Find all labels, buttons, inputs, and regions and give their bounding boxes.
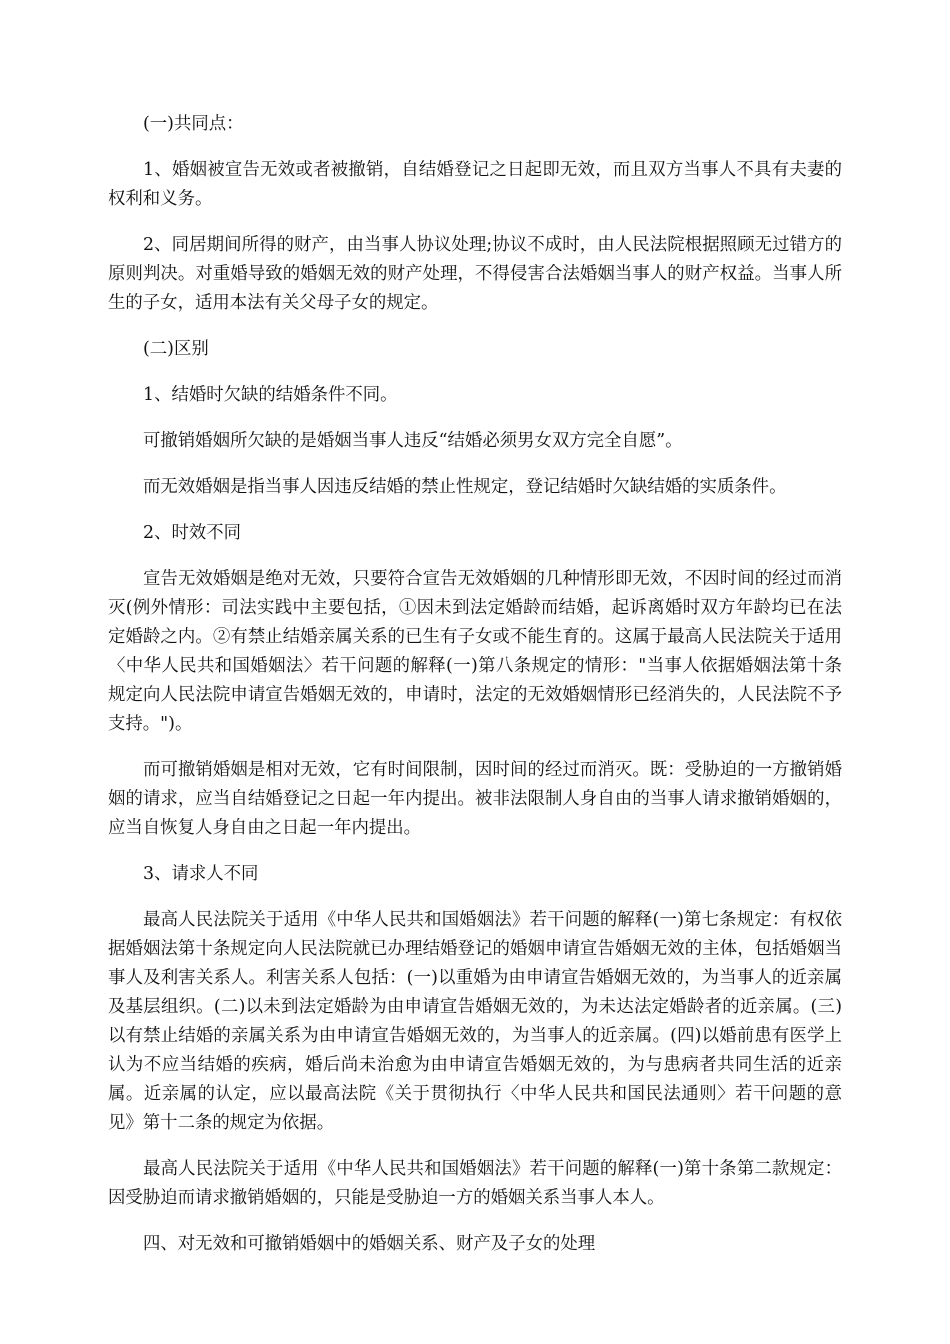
subheading: 2、时效不同 bbox=[143, 523, 242, 543]
section-heading-common-points: (一)共同点： bbox=[143, 114, 244, 134]
document-body bbox=[108, 110, 842, 1276]
paragraph: 最高人民法院关于适用《中华人民共和国婚姻法》若干问题的解释(一)第十条第二款规定：因受胁迫而请求撤销婚姻的，只能是受胁迫一方的婚姻关系当事人本人。 bbox=[108, 1159, 842, 1208]
paragraph: 而可撤销婚姻是相对无效，它有时间限制，因时间的经过而消灭。既：受胁迫的一方撤销婚姻的请求，应当自结婚登记之日起一年内提出。被非法限制人身自由的当事人请求撤销婚姻的，应当自恢复人身自由之日起一年内提出。 bbox=[108, 760, 842, 838]
subheading: 3、请求人不同 bbox=[143, 864, 259, 884]
paragraph: 而无效婚姻是指当事人因违反结婚的禁止性规定，登记结婚时欠缺结婚的实质条件。 bbox=[143, 477, 787, 497]
paragraph: 1、婚姻被宣告无效或者被撤销，自结婚登记之日起即无效，而且双方当事人不具有夫妻的权利和义务。 bbox=[108, 160, 842, 209]
paragraph: 2、同居期间所得的财产，由当事人协议处理;协议不成时，由人民法院根据照顾无过错方的原则判决。对重婚导致的婚姻无效的财产处理，不得侵害合法婚姻当事人的财产权益。当事人所生的子女，适用本法有关父母子女的规定。 bbox=[108, 235, 842, 313]
section-heading-handling: 四、对无效和可撤销婚姻中的婚姻关系、财产及子女的处理 bbox=[143, 1234, 596, 1254]
section-heading-differences: (二)区别 bbox=[143, 339, 209, 359]
subheading: 1、结婚时欠缺的结婚条件不同。 bbox=[143, 385, 398, 405]
paragraph: 最高人民法院关于适用《中华人民共和国婚姻法》若干问题的解释(一)第七条规定：有权依据婚姻法第十条规定向人民法院就已办理结婚登记的婚姻申请宣告婚姻无效的主体，包括婚姻当事人及利害关系人。利害关系人包括：(一)以重婚为由申请宣告婚姻无效的，为当事人的近亲属及基层组织。(二)以未到法定婚龄为由申请宣告婚姻无效的，为未达法定婚龄者的近亲属。(三)以有禁止结婚的亲属关系为由申请宣告婚姻无效的，为当事人的近亲属。(四)以婚前患有医学上认为不应当结婚的疾病，婚后尚未治愈为由申请宣告婚姻无效的，为与患病者共同生活的近亲属。近亲属的认定，应以最高法院《关于贯彻执行〈中华人民共和国民法通则〉若干问题的意见》第十二条的规定为依据。 bbox=[108, 910, 842, 1133]
paragraph: 宣告无效婚姻是绝对无效，只要符合宣告无效婚姻的几种情形即无效，不因时间的经过而消灭(例外情形：司法实践中主要包括，①因未到法定婚龄而结婚，起诉离婚时双方年龄均已在法定婚龄之内。②有禁止结婚亲属关系的已生有子女或不能生育的。这属于最高人民法院关于适用〈中华人民共和国婚姻法〉若干问题的解释(一)第八条规定的情形："当事人依据婚姻法第十条规定向人民法院申请宣告婚姻无效的，申请时，法定的无效婚姻情形已经消失的，人民法院不予支持。")。 bbox=[108, 569, 842, 734]
paragraph: 可撤销婚姻所欠缺的是婚姻当事人违反“结婚必须男女双方完全自愿”。 bbox=[143, 431, 683, 451]
